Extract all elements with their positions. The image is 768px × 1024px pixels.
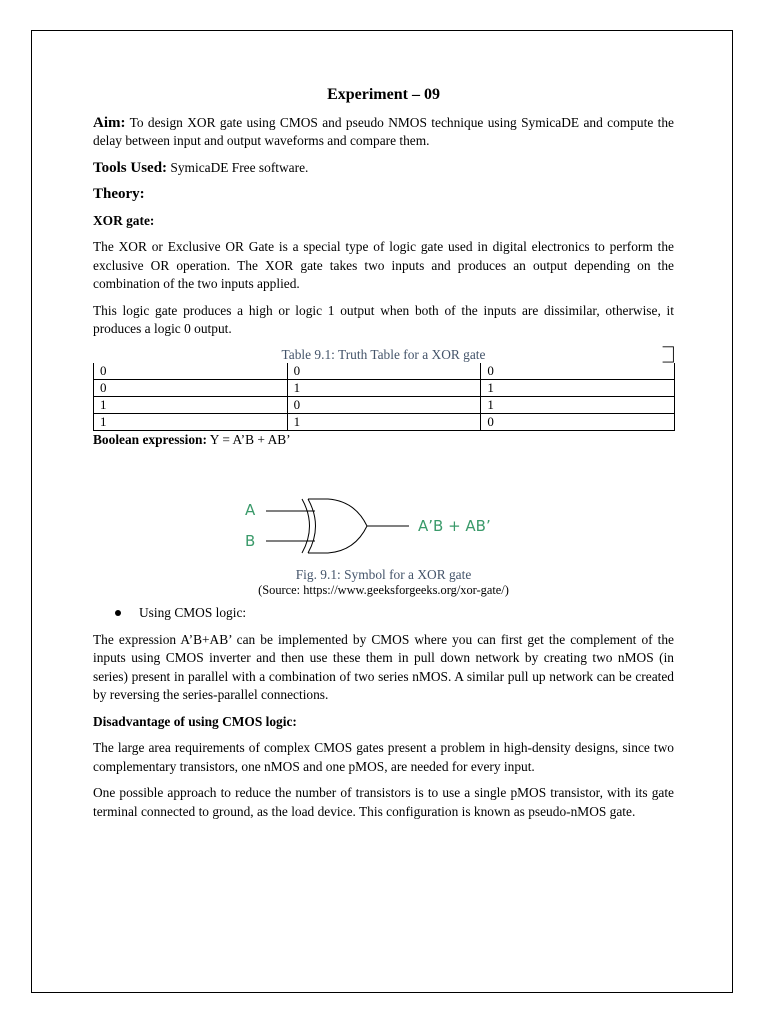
tools-label: Tools Used: bbox=[93, 159, 168, 176]
table-cell: 0 bbox=[94, 379, 288, 396]
table-cell: 1 bbox=[94, 396, 288, 413]
figure-source: (Source: https://www.geeksforgeeks.org/xor-gate/) bbox=[258, 583, 509, 597]
table-cell: 1 bbox=[481, 396, 675, 413]
bullet-item bbox=[93, 604, 674, 623]
table-cell: 1 bbox=[481, 379, 675, 396]
output-label: A’B + AB’ bbox=[418, 517, 491, 535]
table-cell: 0 bbox=[481, 413, 675, 430]
bullet-icon bbox=[115, 610, 121, 616]
input-a-label: A bbox=[245, 501, 256, 519]
aim-text: To design XOR gate using CMOS and pseudo NMOS technique using SymicaDE and compute the delay between input and output waveforms and compare them. bbox=[93, 114, 674, 148]
input-b-label: B bbox=[245, 532, 256, 550]
table-row bbox=[94, 363, 675, 380]
disadvantage-paragraph: The large area requirements of complex CMOS gates present a problem in high-density designs, since two complementary transistors, one nMOS and one pMOS, are needed for every input. bbox=[93, 740, 674, 774]
tools-paragraph bbox=[93, 159, 674, 178]
boolean-label: Boolean expression: bbox=[93, 431, 207, 447]
truth-table-block bbox=[93, 347, 674, 431]
pseudo-nmos-paragraph: One possible approach to reduce the number of transistors is to use a single pMOS transistor, with its gate terminal connected to ground, as the load device. This configuration is known as pseudo-nMOS gate. bbox=[93, 785, 674, 819]
xor-heading: XOR gate: bbox=[93, 212, 155, 228]
table-cell: 0 bbox=[94, 363, 288, 380]
table-row bbox=[94, 396, 675, 413]
table-cell: 0 bbox=[287, 363, 481, 380]
boolean-text: Y = A’B + AB’ bbox=[206, 431, 291, 447]
figure-caption: Fig. 9.1: Symbol for a XOR gate bbox=[295, 567, 472, 582]
aim-paragraph bbox=[93, 114, 674, 151]
table-cell: 1 bbox=[287, 413, 481, 430]
xor-gate-symbol bbox=[93, 449, 674, 567]
table-cell: 0 bbox=[481, 363, 675, 380]
table-row bbox=[94, 379, 675, 396]
xor-intro-paragraph: The XOR or Exclusive OR Gate is a special type of logic gate used in digital electronics to perform the exclusive OR operation. The XOR gate takes two inputs and produces an output depending on the combination of the two inputs applied. bbox=[93, 239, 674, 291]
cmos-paragraph: The expression A’B+AB’ can be implemented by CMOS where you can first get the complement of the inputs using CMOS inverter and then use these them in pull down network by creating two nMOS (in series) present in parallel with a combination of two series nMOS. A similar pull up network can be created by reversing the series-parallel connections. bbox=[93, 631, 674, 702]
table-marker-icon bbox=[660, 345, 676, 363]
table-cell: 1 bbox=[287, 379, 481, 396]
aim-label: Aim: bbox=[93, 114, 126, 131]
table-row bbox=[94, 413, 675, 430]
theory-heading: Theory: bbox=[93, 186, 145, 202]
table-cell: 0 bbox=[287, 396, 481, 413]
document-body bbox=[93, 86, 674, 829]
truth-table bbox=[93, 363, 675, 431]
disadvantage-heading: Disadvantage of using CMOS logic: bbox=[93, 713, 297, 729]
table-caption: Table 9.1: Truth Table for a XOR gate bbox=[281, 346, 486, 362]
table-cell: 1 bbox=[94, 413, 288, 430]
boolean-expression bbox=[93, 431, 674, 450]
xor-output-paragraph: This logic gate produces a high or logic 1 output when both of the inputs are dissimilar, otherwise, it produces a logic 0 output. bbox=[93, 302, 674, 336]
experiment-title: Experiment – 09 bbox=[327, 86, 440, 103]
bullet-text: Using CMOS logic: bbox=[139, 605, 247, 620]
xor-gate-figure bbox=[93, 449, 674, 567]
tools-text: SymicaDE Free software. bbox=[167, 159, 309, 175]
